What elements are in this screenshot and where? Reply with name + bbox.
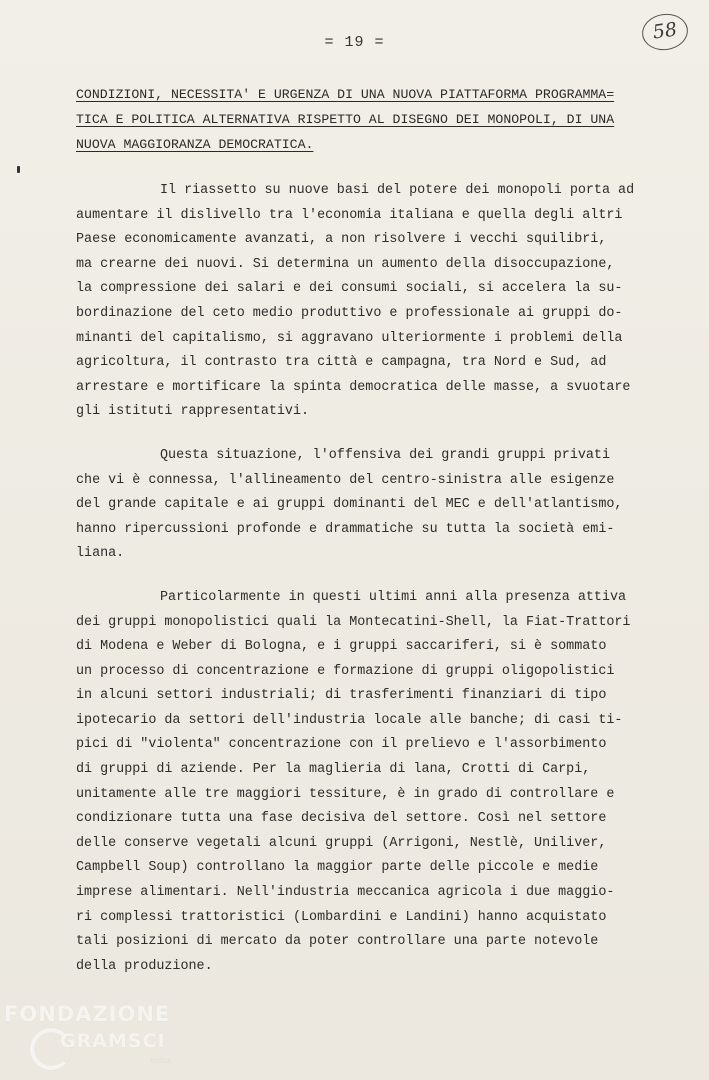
title-line: TICA E POLITICA ALTERNATIVA RISPETTO AL DISEGNO DEI MONOPOLI, DI UNA xyxy=(76,112,615,127)
text-line: ma crearne dei nuovi. Si determina un aumento della disoccupazione, xyxy=(76,256,615,272)
text-line: di Modena e Weber di Bologna, e i gruppi saccariferi, si è sommato xyxy=(76,639,607,655)
page-number: = 19 = xyxy=(324,34,385,51)
paragraph-3 xyxy=(76,586,666,980)
text-line: bordinazione del ceto medio produttivo e professionale ai gruppi do- xyxy=(76,305,623,321)
archive-number-stamp: 58 xyxy=(640,11,691,53)
text-line: gli istituti rappresentativi. xyxy=(76,404,310,420)
text-line: la compressione dei salari e dei consumi sociali, si accelera la su- xyxy=(76,281,623,297)
text-line: Campbell Soup) controllano la maggior parte delle piccole e medie xyxy=(76,860,599,876)
fondazione-gramsci-watermark xyxy=(4,1002,184,1072)
title-line: NUOVA MAGGIORANZA DEMOCRATICA. xyxy=(76,137,314,152)
paragraph-2 xyxy=(76,444,666,567)
text-line: minanti del capitalismo, si aggravano ulteriormente i problemi della xyxy=(76,330,623,346)
text-line: ipotecario da settori dell'industria locale alle banche; di casi ti- xyxy=(76,712,623,728)
text-line: condizionare tutta una fase decisiva del settore. Così nel settore xyxy=(76,811,607,827)
text-line: liana. xyxy=(76,546,125,562)
watermark-line2: GRAMSCI xyxy=(60,1030,166,1052)
paragraph-gap xyxy=(76,567,666,586)
text-line: Paese economicamente avanzati, a non risolvere i vecchi squilibri, xyxy=(76,232,607,248)
text-line: delle conserve vegetali alcuni gruppi (Arrigoni, Nestlè, Uniliver, xyxy=(76,835,607,851)
text-line: tali posizioni di mercato da poter controllare una parte notevole xyxy=(76,934,599,950)
text-line: pici di "violenta" concentrazione con il prelievo e l'assorbimento xyxy=(76,737,607,753)
text-line: di gruppi di aziende. Per la maglieria di lana, Crotti di Carpi, xyxy=(76,762,591,778)
watermark-small: onlus xyxy=(150,1056,172,1065)
text-line: ri complessi trattoristici (Lombardini e Landini) hanno acquistato xyxy=(76,909,607,925)
text-line: in alcuni settori industriali; di trasferimenti finanziari di tipo xyxy=(76,688,607,704)
section-title xyxy=(76,82,676,157)
text-line: che vi è connessa, l'allineamento del centro-sinistra alle esigenze xyxy=(76,472,615,488)
text-line: un processo di concentrazione e formazione di gruppi oligopolistici xyxy=(76,663,615,679)
text-line: Questa situazione, l'offensiva dei grandi gruppi privati xyxy=(160,447,610,463)
text-line: del grande capitale e ai gruppi dominanti del MEC e dell'atlantismo, xyxy=(76,497,623,513)
title-line: CONDIZIONI, NECESSITA' E URGENZA DI UNA NUOVA PIATTAFORMA PROGRAMMA= xyxy=(76,87,615,102)
text-line: arrestare e mortificare la spinta democratica delle masse, a svuotare xyxy=(76,379,631,395)
watermark-line1: FONDAZIONE xyxy=(4,1002,171,1026)
text-line: dei gruppi monopolistici quali la Montecatini-Shell, la Fiat-Trattori xyxy=(76,614,631,630)
text-line: Il riassetto su nuove basi del potere dei monopoli porta ad xyxy=(160,183,635,198)
text-line: Particolarmente in questi ultimi anni alla presenza attiva xyxy=(160,589,627,605)
text-line: unitamente alle tre maggiori tessiture, è in grado di controllare e xyxy=(76,786,615,802)
paragraph-1 xyxy=(76,179,666,425)
text-line: imprese alimentari. Nell'industria meccanica agricola i due maggio- xyxy=(76,885,615,901)
text-line: aumentare il dislivello tra l'economia italiana e quella degli altri xyxy=(76,207,623,223)
paragraph-gap xyxy=(76,425,666,444)
text-line: della produzione. xyxy=(76,958,213,974)
body-text xyxy=(76,179,666,979)
text-line: hanno ripercussioni profonde e drammatiche su tutta la società emi- xyxy=(76,521,615,537)
text-line: agricoltura, il contrasto tra città e campagna, tra Nord e Sud, ad xyxy=(76,355,607,371)
margin-mark xyxy=(17,166,20,173)
